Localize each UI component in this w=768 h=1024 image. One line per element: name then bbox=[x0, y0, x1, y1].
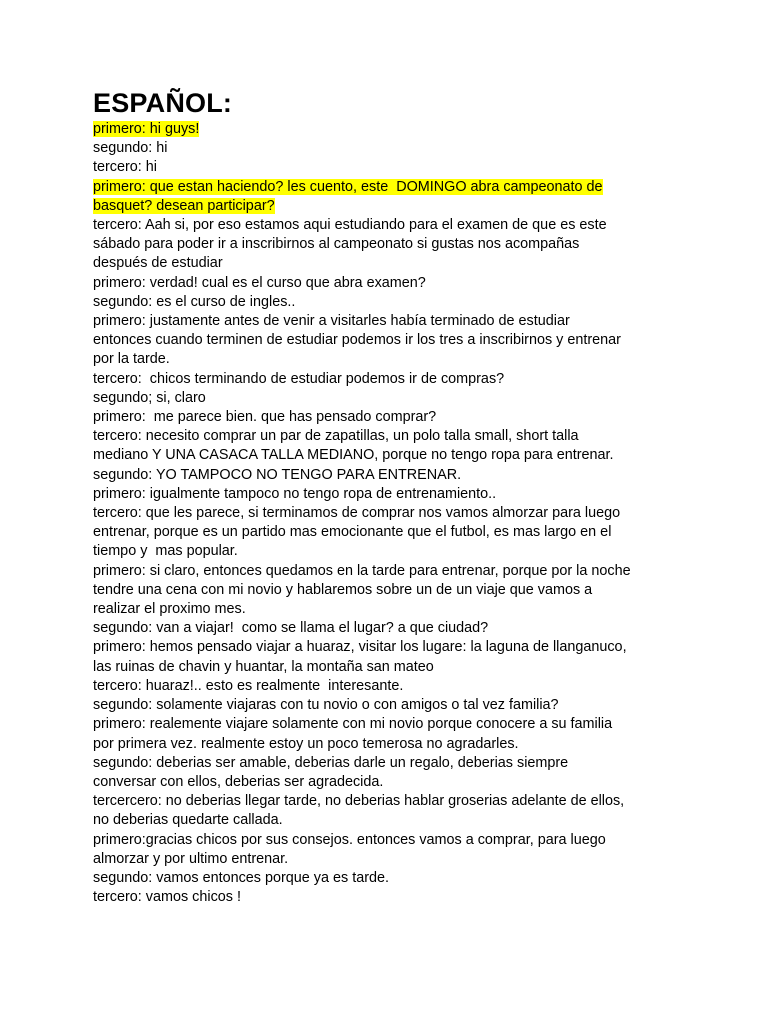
dialogue-line-text: mediano Y UNA CASACA TALLA MEDIANO, porque no tengo ropa para entrenar. bbox=[93, 447, 614, 464]
dialogue-line-text: primero: que estan haciendo? les cuento, este DOMINGO abra campeonato de bbox=[93, 178, 603, 195]
dialogue-line-text: no deberias quedarte callada. bbox=[93, 812, 283, 829]
dialogue-line bbox=[93, 331, 693, 350]
dialogue-line-text: las ruinas de chavin y huantar, la montaña san mateo bbox=[93, 658, 434, 675]
dialogue-line bbox=[93, 658, 693, 677]
dialogue-line bbox=[93, 523, 693, 542]
dialogue-line bbox=[93, 619, 693, 638]
dialogue-line bbox=[93, 178, 693, 197]
dialogue-line-text: después de estudiar bbox=[93, 255, 223, 272]
dialogue-line bbox=[93, 466, 693, 485]
dialogue-line-text: primero: hemos pensado viajar a huaraz, visitar los lugare: la laguna de llanganuco, bbox=[93, 639, 627, 656]
dialogue-line bbox=[93, 811, 693, 830]
dialogue-line-text: por la tarde. bbox=[93, 351, 170, 368]
dialogue-line bbox=[93, 850, 693, 869]
dialogue-line bbox=[93, 869, 693, 888]
dialogue-line bbox=[93, 312, 693, 331]
dialogue-line-text: primero: hi guys! bbox=[93, 121, 200, 137]
dialogue-line-text: conversar con ellos, deberias ser agradecida. bbox=[93, 773, 384, 790]
dialogue-line bbox=[93, 216, 693, 235]
document-page bbox=[93, 86, 693, 907]
dialogue-line bbox=[93, 254, 693, 273]
dialogue-line bbox=[93, 773, 693, 792]
dialogue-line-text: por primera vez. realmente estoy un poco temerosa no agradarles. bbox=[93, 735, 519, 752]
dialogue-line bbox=[93, 446, 693, 465]
dialogue-line-text: segundo; si, claro bbox=[93, 389, 206, 406]
dialogue-line-text: segundo: hi bbox=[93, 140, 168, 157]
dialogue-line bbox=[93, 504, 693, 523]
dialogue-line-text: tercercero: no deberias llegar tarde, no deberias hablar groserias adelante de ellos, bbox=[93, 793, 625, 810]
dialogue-line-text: primero:gracias chicos por sus consejos. entonces vamos a comprar, para luego bbox=[93, 831, 606, 848]
dialogue-line bbox=[93, 600, 693, 619]
dialogue-line bbox=[93, 120, 693, 139]
dialogue-line bbox=[93, 350, 693, 369]
dialogue-line bbox=[93, 158, 693, 177]
dialogue-line-text: tercero: hi bbox=[93, 159, 157, 176]
dialogue-line bbox=[93, 389, 693, 408]
dialogue-line-text: tiempo y mas popular. bbox=[93, 543, 238, 560]
dialogue-line bbox=[93, 562, 693, 581]
dialogue-line-text: segundo: van a viajar! como se llama el lugar? a que ciudad? bbox=[93, 620, 489, 637]
dialogue-line bbox=[93, 274, 693, 293]
dialogue-line-text: entonces cuando terminen de estudiar podemos ir los tres a inscribirnos y entrenar bbox=[93, 332, 621, 349]
dialogue-line bbox=[93, 638, 693, 657]
dialogue-line bbox=[93, 696, 693, 715]
dialogue-line-text: tercero: huaraz!.. esto es realmente interesante. bbox=[93, 677, 404, 694]
dialogue-line-text: tendre una cena con mi novio y hablaremos sobre un de un viaje que vamos a bbox=[93, 581, 593, 598]
dialogue-line bbox=[93, 581, 693, 600]
dialogue-text bbox=[93, 120, 693, 907]
dialogue-line-text: segundo: YO TAMPOCO NO TENGO PARA ENTRENAR. bbox=[93, 466, 462, 483]
dialogue-line bbox=[93, 293, 693, 312]
dialogue-line bbox=[93, 831, 693, 850]
document-title: ESPAÑOL: bbox=[93, 88, 233, 118]
dialogue-line bbox=[93, 735, 693, 754]
dialogue-line-text: basquet? desean participar? bbox=[93, 197, 275, 214]
dialogue-line bbox=[93, 792, 693, 811]
dialogue-line bbox=[93, 754, 693, 773]
dialogue-line-text: segundo: es el curso de ingles.. bbox=[93, 293, 296, 310]
dialogue-line-text: segundo: deberias ser amable, deberias darle un regalo, deberias siempre bbox=[93, 754, 569, 771]
dialogue-line-text: primero: igualmente tampoco no tengo ropa de entrenamiento.. bbox=[93, 485, 497, 502]
dialogue-line bbox=[93, 235, 693, 254]
dialogue-line bbox=[93, 139, 693, 158]
dialogue-line-text: segundo: vamos entonces porque ya es tarde. bbox=[93, 869, 389, 886]
dialogue-line-text: almorzar y por ultimo entrenar. bbox=[93, 850, 289, 867]
dialogue-line-text: tercero: chicos terminando de estudiar podemos ir de compras? bbox=[93, 370, 505, 387]
dialogue-line bbox=[93, 370, 693, 389]
dialogue-line-text: primero: justamente antes de venir a visitarles había terminado de estudiar bbox=[93, 313, 570, 330]
dialogue-line bbox=[93, 427, 693, 446]
dialogue-line bbox=[93, 888, 693, 907]
dialogue-line-text: segundo: solamente viajaras con tu novio o con amigos o tal vez familia? bbox=[93, 697, 559, 714]
dialogue-line bbox=[93, 485, 693, 504]
dialogue-line-text: tercero: vamos chicos ! bbox=[93, 889, 241, 906]
dialogue-line bbox=[93, 715, 693, 734]
dialogue-line bbox=[93, 677, 693, 696]
dialogue-line-text: tercero: necesito comprar un par de zapatillas, un polo talla small, short talla bbox=[93, 428, 579, 445]
dialogue-line-text: primero: me parece bien. que has pensado comprar? bbox=[93, 409, 437, 426]
dialogue-line bbox=[93, 197, 693, 216]
dialogue-line-text: sábado para poder ir a inscribirnos al campeonato si gustas nos acompañas bbox=[93, 236, 580, 253]
dialogue-line-text: realizar el proximo mes. bbox=[93, 601, 246, 618]
dialogue-line-text: tercero: que les parece, si terminamos de comprar nos vamos almorzar para luego bbox=[93, 505, 621, 522]
dialogue-line-text: primero: si claro, entonces quedamos en la tarde para entrenar, porque por la noche bbox=[93, 562, 631, 579]
dialogue-line-text: primero: realemente viajare solamente con mi novio porque conocere a su familia bbox=[93, 716, 613, 733]
dialogue-line-text: entrenar, porque es un partido mas emocionante que el futbol, es mas largo en el bbox=[93, 524, 612, 541]
dialogue-line-text: primero: verdad! cual es el curso que abra examen? bbox=[93, 274, 426, 291]
dialogue-line bbox=[93, 542, 693, 561]
dialogue-line-text: tercero: Aah si, por eso estamos aqui estudiando para el examen de que es este bbox=[93, 217, 607, 234]
dialogue-line bbox=[93, 408, 693, 427]
